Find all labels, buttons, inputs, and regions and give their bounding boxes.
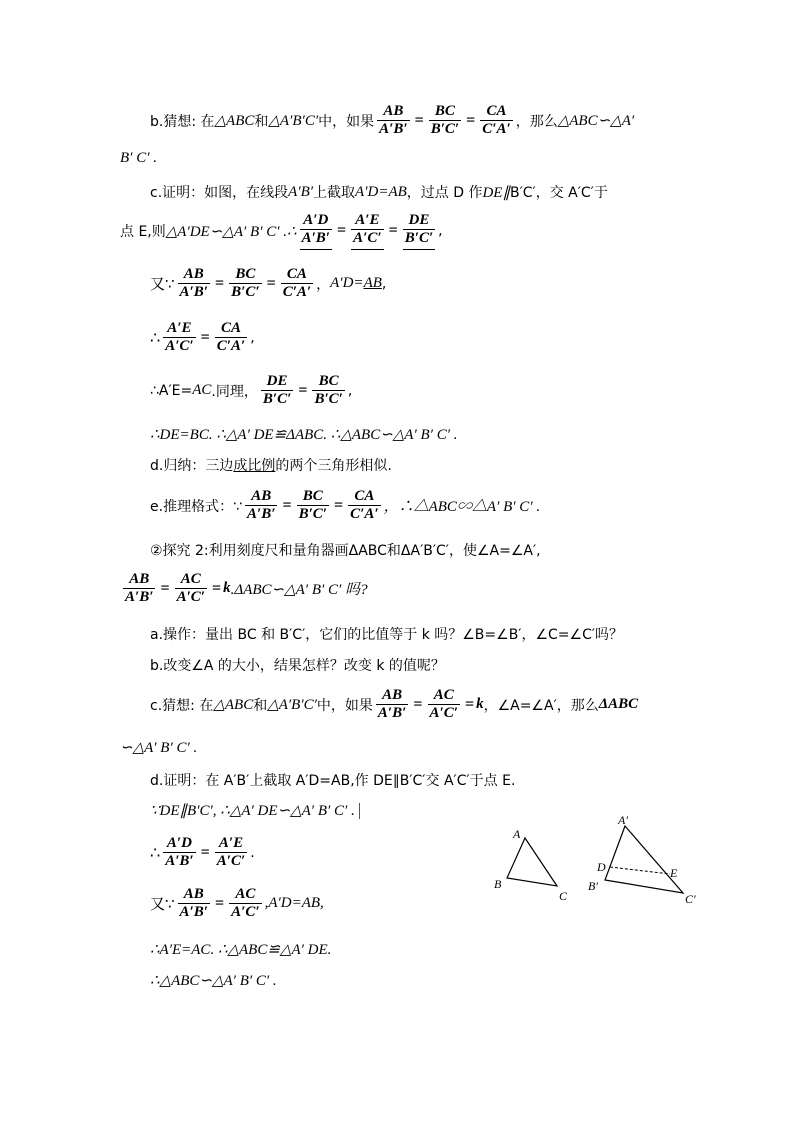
text: c.证明：如图，在线段 <box>150 185 289 201</box>
step-5 <box>150 971 277 990</box>
text: A′D= <box>330 275 364 291</box>
fraction: $\frac{AB}{A'B'}$ <box>125 571 154 605</box>
proof-c-line1 <box>150 182 608 202</box>
text: 成比例 <box>233 458 276 474</box>
text: , <box>347 382 353 399</box>
conjecture-b: b.猜想: 在 △ABC 和 △A′B′C′ 中，如果 $\frac{AB}{A'B'}$ = $\frac{BC}{B'C'}$ = $\frac{CA}{C'A'}$ ，那么 △ABC∽△A′ <box>150 103 635 137</box>
fraction: $\frac{AB}{A'B'}$ <box>179 266 208 300</box>
fraction: $\frac{AC}{A'C'}$ <box>429 687 458 721</box>
triangle: ΔABC <box>598 696 639 712</box>
text: b.改变∠A 的大小，结果怎样？改变 k 的值呢？ <box>150 658 445 674</box>
triangle-a1b1c1-figure <box>588 813 696 906</box>
conjecture-c: c.猜想: 在 △ABC 和 △A′B′C′ 中，如果 $\frac{AB}{A'B'}$ = $\frac{AC}{A'C'}$ = k ，∠A=∠A′，那么 ΔABC <box>150 687 639 721</box>
step-1 <box>150 801 360 820</box>
text: , <box>250 329 255 346</box>
fraction: $\frac{CA}{C'A'}$ <box>482 103 511 137</box>
fraction: $\frac{AB}{A'B'}$ <box>179 886 208 920</box>
fraction: $\frac{CA}{C'A'}$ <box>282 266 312 300</box>
fraction: $\frac{A'D}{A'B'}$ <box>165 835 194 869</box>
text: ,A′D=AB, <box>264 895 324 911</box>
text: ∴ <box>150 328 161 347</box>
triangle-a1b1c1: △A′B′C′ <box>268 113 319 129</box>
fraction: $\frac{AB}{A'B'}$ <box>246 488 276 522</box>
segment: DE∥ <box>482 184 510 201</box>
text: AB <box>363 275 382 291</box>
text: 中，如果 <box>318 113 375 130</box>
fraction: $\frac{CA}{C'A'}$ <box>216 320 246 354</box>
text: , <box>381 275 387 292</box>
text: ∴A′E= <box>150 382 193 399</box>
text: ∽△A′ B′ C′ .∴ <box>209 223 297 240</box>
text: 和 <box>253 697 268 714</box>
text: ②探究 2:利用刻度尺和量角器画ΔABC和ΔA′B′C′，使∠A=∠A′, <box>150 543 541 559</box>
text: B′ C′ . <box>120 150 157 166</box>
label-a: A <box>513 827 521 841</box>
label-e: E <box>670 866 678 880</box>
fraction: $\frac{DE}{B'C'}$ <box>262 373 292 407</box>
text: B′C′，交 A′C′于 <box>509 185 608 201</box>
proof-d <box>150 770 515 790</box>
text: b.猜想: 在 <box>150 113 215 130</box>
step-2: ∴ $\frac{A'D}{A'B'}$ = $\frac{A'E}{A'C'}$ . <box>150 835 255 869</box>
text: e.推理格式：∵ <box>150 498 242 515</box>
text: ∴△ABC∽△A′ B′ C′ . <box>150 973 277 989</box>
triangle-figure <box>485 808 715 913</box>
change-b <box>150 655 445 675</box>
explore-2 <box>150 540 541 560</box>
explore-2-cont: $\frac{AB}{A'B'}$ = $\frac{AC}{A'C'}$ = k .ΔABC∽△A′ B′ C′ 吗? <box>125 571 368 605</box>
text: 又∵ <box>150 275 175 293</box>
fraction: $\frac{BC}{B'C'}$ <box>231 266 260 300</box>
triangle: △A′B′C′ <box>267 697 317 713</box>
label-b1: B′ <box>588 879 598 893</box>
text: AC <box>192 382 212 398</box>
text: 又∵ <box>150 895 175 913</box>
therefore-1: ∴ $\frac{A'E}{A'C'}$ = $\frac{CA}{C'A'}$ , <box>150 320 255 354</box>
fraction: $\frac{BC}{B'C'}$ <box>314 373 343 407</box>
result: △ABC∽△A′ <box>557 113 635 129</box>
therefore-3 <box>150 425 458 444</box>
text: 的两个三角形相似. <box>275 458 392 474</box>
text: ∵DE∥B′C′, ∴△A′ DE∽△A′ B′ C′ . <box>150 803 355 819</box>
label-a1: A′ <box>618 813 628 827</box>
text: , <box>438 223 443 239</box>
proof-c-line2: 点 E,则 △A′DE ∽△A′ B′ C′ .∴ $\frac{A'D}{A'B'}$ = $\frac{A'E}{A'C'}$ = $\frac{DE}{B'C'}$ , <box>120 212 443 250</box>
operation-a <box>150 624 623 644</box>
k: k <box>476 696 484 712</box>
text: ∽△A′ B′ C′ . <box>120 740 198 756</box>
text: 上截取 <box>313 185 356 201</box>
triangle: △A′DE <box>165 223 210 240</box>
therefore-2: ∴A′E= AC .同理， $\frac{DE}{B'C'}$ = $\frac{BC}{B'C'}$ , <box>150 373 353 407</box>
label-b: B <box>494 877 502 891</box>
triangle: △ABC <box>213 697 254 713</box>
text: 和 <box>254 113 269 130</box>
proof-you-line: 又∵ $\frac{AB}{A'B'}$ = $\frac{BC}{B'C'}$ = $\frac{CA}{C'A'}$ ， A′D= AB , <box>150 266 387 300</box>
fraction: $\frac{A'E}{A'C'}$ <box>216 835 246 869</box>
text: c.猜想: 在 <box>150 697 214 714</box>
label-c1: C′ <box>685 892 696 906</box>
triangle-abc-figure <box>494 827 568 903</box>
fraction: $\frac{CA}{C'A'}$ <box>350 488 379 522</box>
fraction: $\frac{A'D}{A'B'}$ <box>300 212 332 250</box>
text: .同理， <box>211 383 258 400</box>
text: 点 E,则 <box>120 224 166 240</box>
fraction: $\frac{AC}{A'C'}$ <box>176 571 206 605</box>
label-c: C <box>559 889 568 903</box>
k: k <box>223 580 231 596</box>
triangle-abc: △ABC <box>214 113 255 129</box>
text: . <box>250 844 255 861</box>
text: 中，如果 <box>316 697 373 714</box>
text: d.证明：在 A′B′上截取 A′D=AB,作 DE∥B′C′交 A′C′于点 E. <box>150 773 516 789</box>
fraction: $\frac{A'E}{A'C'}$ <box>165 320 194 354</box>
text: .ΔABC∽△A′ B′ C′ 吗? <box>230 582 368 598</box>
text: ，过点 D 作 <box>406 185 483 201</box>
conjecture-c-cont <box>120 738 197 757</box>
fraction: $\frac{AB}{A'B'}$ <box>379 103 408 137</box>
conjecture-b-cont <box>120 150 157 167</box>
fraction: $\frac{BC}{B'C'}$ <box>298 488 328 522</box>
text: ∴ <box>150 843 161 862</box>
fraction: $\frac{A'E}{A'C'}$ <box>351 212 383 250</box>
step-3: 又∵ $\frac{AB}{A'B'}$ = $\frac{AC}{A'C'}$ ,A′D=AB, <box>150 886 324 920</box>
text: ，∠A=∠A′，那么 <box>483 697 599 714</box>
label-d: D <box>597 860 606 874</box>
text: ，那么 <box>515 113 558 130</box>
fraction: $\frac{AB}{A'B'}$ <box>377 687 407 721</box>
text: ∴A′E=AC. ∴△ABC≌△A′ DE. <box>150 942 332 958</box>
fraction: $\frac{AC}{A'C'}$ <box>231 886 260 920</box>
fraction: $\frac{DE}{B'C'}$ <box>403 212 435 250</box>
reasoning-e: e.推理格式：∵ $\frac{AB}{A'B'}$ = $\frac{BC}{B'C'}$ = $\frac{CA}{C'A'}$ ，∴△ABC∽△A′ B′ C′ . <box>150 488 541 522</box>
text: d.归纳：三边 <box>150 458 234 474</box>
text: ∴DE=BC. ∴△A′ DE≌ΔABC. ∴△ABC∽△A′ B′ C′ . <box>150 427 458 443</box>
text: ， <box>316 276 331 293</box>
text: a.操作：量出 BC 和 B′C′，它们的比值等于 k 吗？∠B=∠B′，∠C=∠C′吗？ <box>150 627 624 643</box>
equation: A′D=AB <box>355 183 407 200</box>
segment: A′B′ <box>288 183 314 200</box>
summary-d <box>150 455 392 475</box>
step-4 <box>150 940 331 959</box>
fraction: $\frac{BC}{B'C'}$ <box>430 103 460 137</box>
text: ，∴△ABC∽△A′ B′ C′ . <box>383 499 541 515</box>
